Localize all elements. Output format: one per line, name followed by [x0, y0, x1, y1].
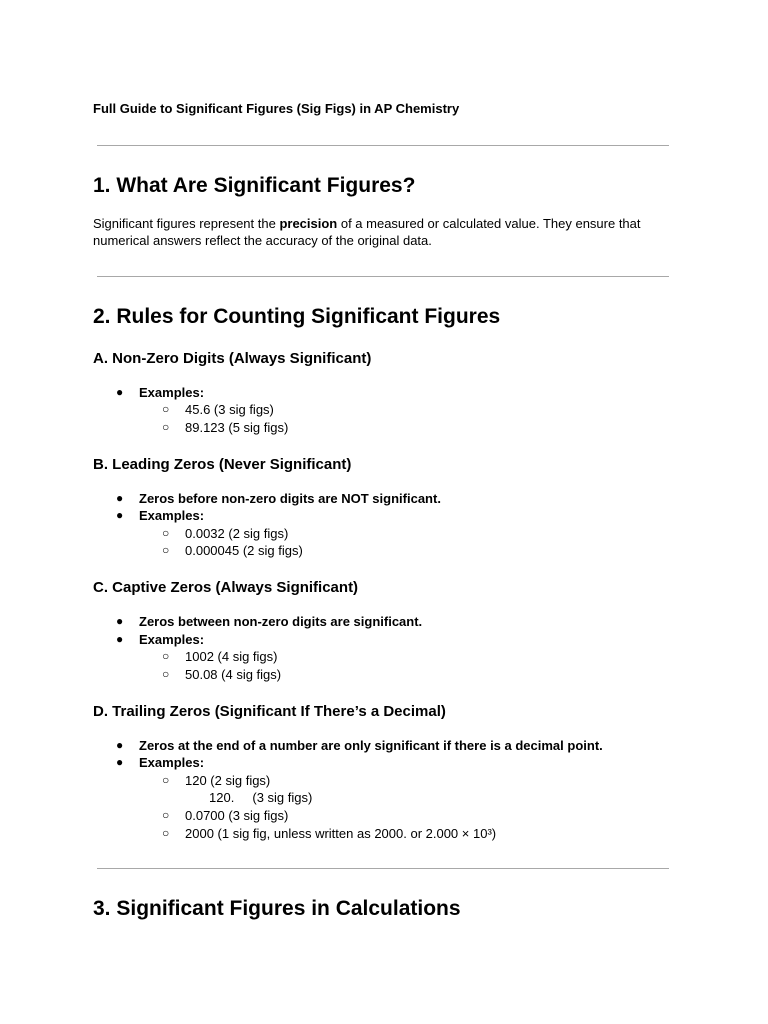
sub-bullet-icon: ○ [162, 402, 170, 416]
sub-bullet-icon: ○ [162, 773, 170, 787]
example-item: 0.000045 (2 sig figs) [185, 543, 303, 558]
bullet-icon: ● [116, 738, 124, 752]
example-item: 1002 (4 sig figs) [185, 649, 278, 664]
example-item: 0.0032 (2 sig figs) [185, 526, 289, 541]
bullet-icon: ● [116, 508, 124, 522]
para-text-end: of a measured or calculated value. They ensure that numerical answers reflect the accuracy of the original data. [93, 216, 641, 248]
subsection-d-heading: D. Trailing Zeros (Significant If There’s a Decimal) [93, 703, 446, 720]
rule-text: Zeros at the end of a number are only significant if there is a decimal point. [139, 738, 603, 753]
sub-bullet-icon: ○ [162, 526, 170, 540]
example-item: 50.08 (4 sig figs) [185, 667, 282, 682]
example-item: 45.6 (3 sig figs) [185, 402, 274, 417]
section-1-heading: 1. What Are Significant Figures? [93, 174, 416, 197]
section-2-heading: 2. Rules for Counting Significant Figures [93, 305, 501, 328]
examples-label: Examples: [139, 755, 205, 770]
example-item: 2000 (1 sig fig, unless written as 2000. or 2.000 × 10³) [185, 826, 497, 841]
document-title: Full Guide to Significant Figures (Sig Figs) in AP Chemistry [93, 101, 460, 116]
examples-label: Examples: [139, 385, 205, 400]
sub-bullet-icon: ○ [162, 420, 170, 434]
example-item: 0.0700 (3 sig figs) [185, 808, 289, 823]
rule-text: Zeros before non-zero digits are NOT significant. [139, 491, 441, 506]
bullet-icon: ● [116, 755, 124, 769]
rule-text: Zeros between non-zero digits are significant. [139, 614, 423, 629]
section-3-heading: 3. Significant Figures in Calculations [93, 897, 461, 920]
examples-label: Examples: [139, 508, 205, 523]
bullet-icon: ● [116, 632, 124, 646]
horizontal-rule [97, 276, 669, 277]
sub-bullet-icon: ○ [162, 543, 170, 557]
subsection-b-heading: B. Leading Zeros (Never Significant) [93, 456, 352, 473]
sub-bullet-icon: ○ [162, 808, 170, 822]
example-item: 89.123 (5 sig figs) [185, 420, 289, 435]
horizontal-rule [97, 145, 669, 146]
examples-label: Examples: [139, 632, 205, 647]
subsection-a-heading: A. Non-Zero Digits (Always Significant) [93, 350, 372, 367]
bullet-icon: ● [116, 614, 124, 628]
sub-bullet-icon: ○ [162, 826, 170, 840]
sub-bullet-icon: ○ [162, 649, 170, 663]
example-item: 120 (2 sig figs) [185, 773, 271, 788]
section-1-paragraph [93, 215, 673, 249]
example-item: 120. (3 sig figs) [209, 790, 313, 805]
sub-bullet-icon: ○ [162, 667, 170, 681]
bullet-icon: ● [116, 491, 124, 505]
bullet-icon: ● [116, 385, 124, 399]
para-text-start: Significant figures represent the [93, 216, 280, 231]
horizontal-rule [97, 868, 669, 869]
para-text-bold: precision [279, 216, 338, 231]
subsection-c-heading: C. Captive Zeros (Always Significant) [93, 579, 359, 596]
